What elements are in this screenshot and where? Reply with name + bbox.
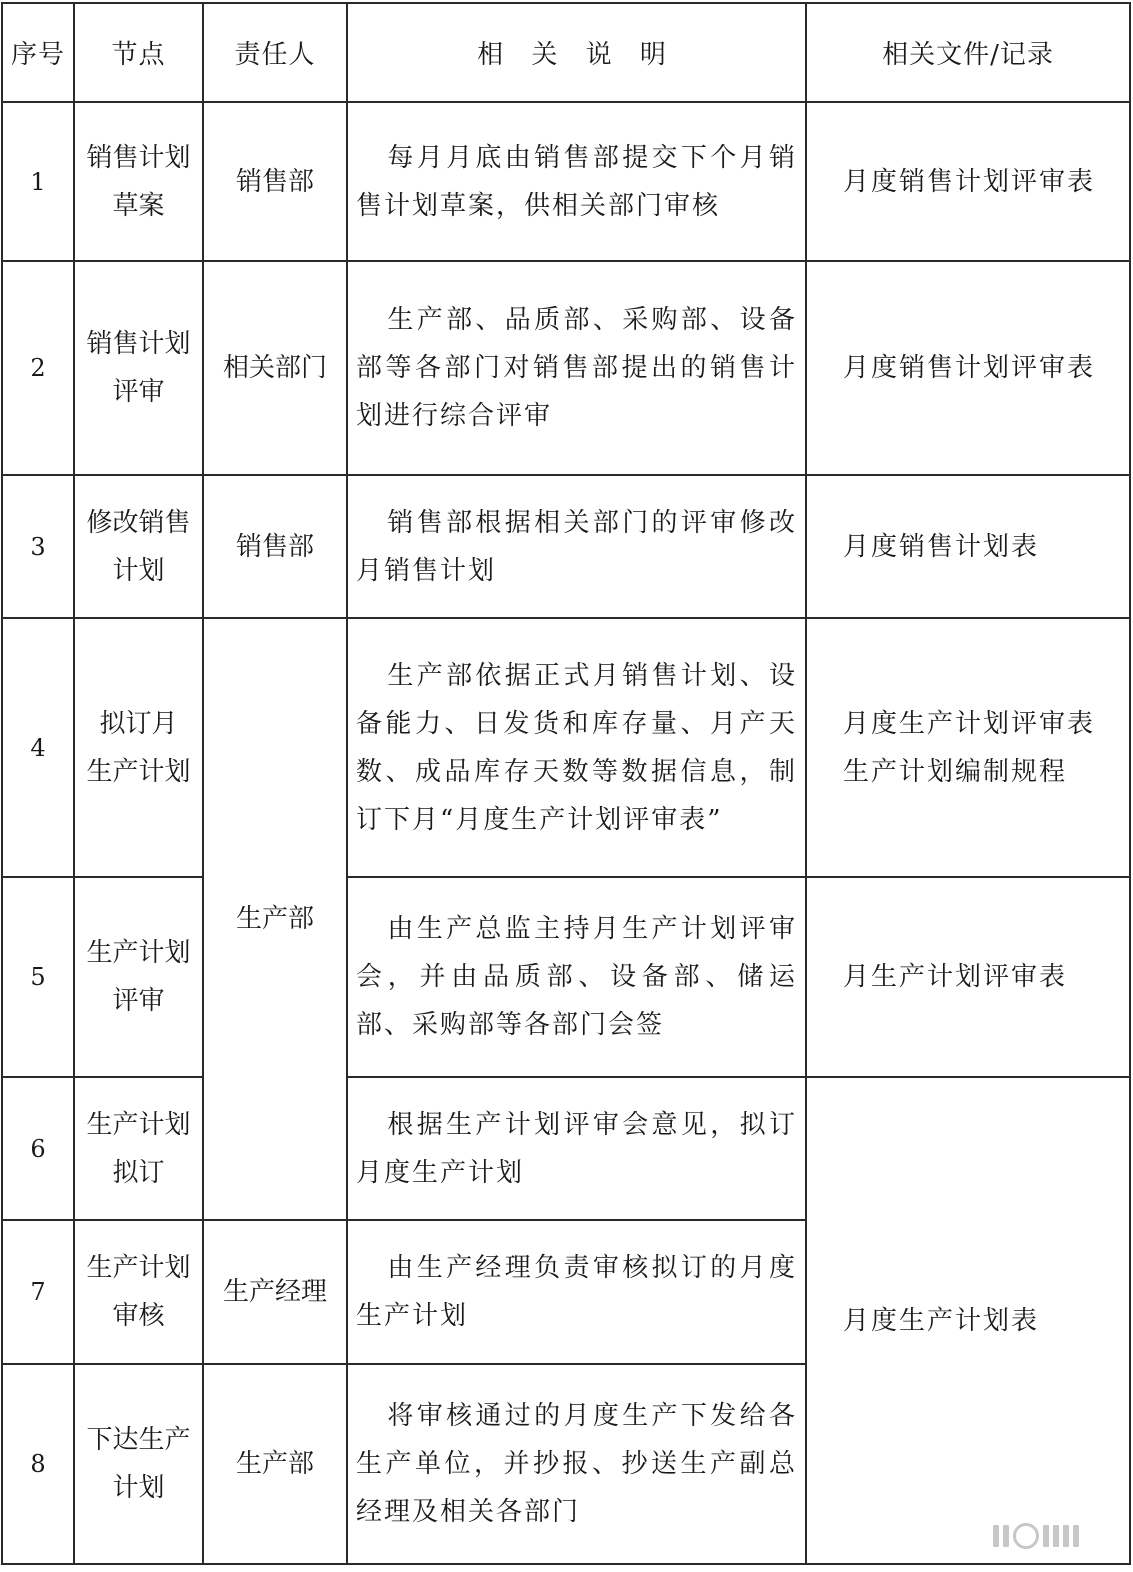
row-docs [806, 1077, 1130, 1564]
row-docs [806, 261, 1130, 475]
row-desc [347, 1077, 806, 1220]
doc-item: 月生产计划评审表 [843, 962, 1068, 992]
row-seq: 5 [2, 877, 74, 1077]
row-desc [347, 475, 806, 618]
node-line: 评审 [112, 377, 165, 407]
doc-item: 月度生产计划评审表 [843, 708, 1096, 739]
row-seq: 1 [2, 102, 74, 261]
desc-text: 生产部依据正式月销售计划、设备能力、日发货和库存量、月产天数、成品库存天数等数据信息，制订下月“月度生产计划评审表” [356, 660, 797, 835]
node-line: 生产计划 [86, 756, 191, 787]
node-line: 修改销售 [86, 507, 191, 538]
row-node [74, 1077, 203, 1220]
row-owner: 生产经理 [203, 1220, 347, 1364]
node-line: 销售计划 [86, 142, 191, 173]
row-desc [347, 877, 806, 1077]
row-seq: 8 [2, 1364, 74, 1564]
row-docs [806, 475, 1130, 618]
node-line: 审核 [112, 1301, 165, 1331]
node-line: 销售计划 [86, 329, 191, 359]
process-table [1, 2, 1131, 1565]
row-node [74, 1364, 203, 1564]
row-owner: 生产部 [203, 618, 347, 1220]
node-line: 生产计划 [86, 938, 191, 968]
desc-text: 销售部根据相关部门的评审修改月销售计划 [356, 507, 797, 586]
desc-text: 由生产总监主持月生产计划评审会，并由品质部、设备部、储运部、采购部等各部门会签 [356, 914, 797, 1040]
doc-item: 生产计划编制规程 [843, 756, 1068, 787]
desc-text: 生产部、品质部、采购部、设备部等各部门对销售部提出的销售计划进行综合评审 [356, 305, 797, 431]
node-line: 生产计划 [86, 1253, 191, 1283]
desc-text: 将审核通过的月度生产下发给各生产单位，并抄报、抄送生产副总经理及相关各部门 [356, 1401, 797, 1527]
row-node [74, 261, 203, 475]
node-line: 下达生产 [86, 1425, 191, 1455]
doc-item: 月度销售计划评审表 [843, 166, 1096, 197]
node-line: 草案 [112, 190, 165, 221]
row-seq: 6 [2, 1077, 74, 1220]
table-row [2, 618, 1130, 877]
doc-item: 月度生产计划表 [843, 1305, 1040, 1336]
node-line: 计划 [112, 555, 165, 586]
row-desc [347, 1220, 806, 1364]
desc-text: 根据生产计划评审会意见，拟订月度生产计划 [356, 1109, 797, 1188]
row-desc [347, 261, 806, 475]
node-line: 拟订 [112, 1157, 165, 1188]
node-line: 生产计划 [86, 1109, 191, 1140]
row-seq: 2 [2, 261, 74, 475]
row-docs [806, 618, 1130, 877]
row-seq: 3 [2, 475, 74, 618]
row-owner: 相关部门 [203, 261, 347, 475]
header-seq: 序号 [2, 3, 74, 102]
row-docs [806, 102, 1130, 261]
row-node [74, 618, 203, 877]
desc-text: 每月月底由销售部提交下个月销售计划草案，供相关部门审核 [356, 142, 797, 221]
doc-item: 月度销售计划评审表 [843, 353, 1096, 383]
row-owner: 销售部 [203, 475, 347, 618]
table-row [2, 102, 1130, 261]
header-row [2, 3, 1130, 102]
header-docs: 相关文件/记录 [806, 3, 1130, 102]
desc-text: 由生产经理负责审核拟订的月度生产计划 [356, 1253, 797, 1331]
header-node: 节点 [74, 3, 203, 102]
row-seq: 4 [2, 618, 74, 877]
table-row [2, 1077, 1130, 1220]
row-node [74, 475, 203, 618]
row-owner: 生产部 [203, 1364, 347, 1564]
table-row [2, 877, 1130, 1077]
row-seq: 7 [2, 1220, 74, 1364]
doc-item: 月度销售计划表 [843, 531, 1040, 562]
watermark-icon [993, 1522, 1103, 1550]
row-desc [347, 102, 806, 261]
row-node [74, 1220, 203, 1364]
table-row [2, 475, 1130, 618]
row-node [74, 877, 203, 1077]
node-line: 拟订月 [99, 708, 178, 739]
row-desc [347, 618, 806, 877]
header-desc: 相 关 说 明 [347, 3, 806, 102]
header-owner: 责任人 [203, 3, 347, 102]
row-docs [806, 877, 1130, 1077]
row-node [74, 102, 203, 261]
row-desc [347, 1364, 806, 1564]
node-line: 评审 [112, 986, 165, 1016]
table-row [2, 261, 1130, 475]
node-line: 计划 [112, 1473, 165, 1503]
row-owner: 销售部 [203, 102, 347, 261]
